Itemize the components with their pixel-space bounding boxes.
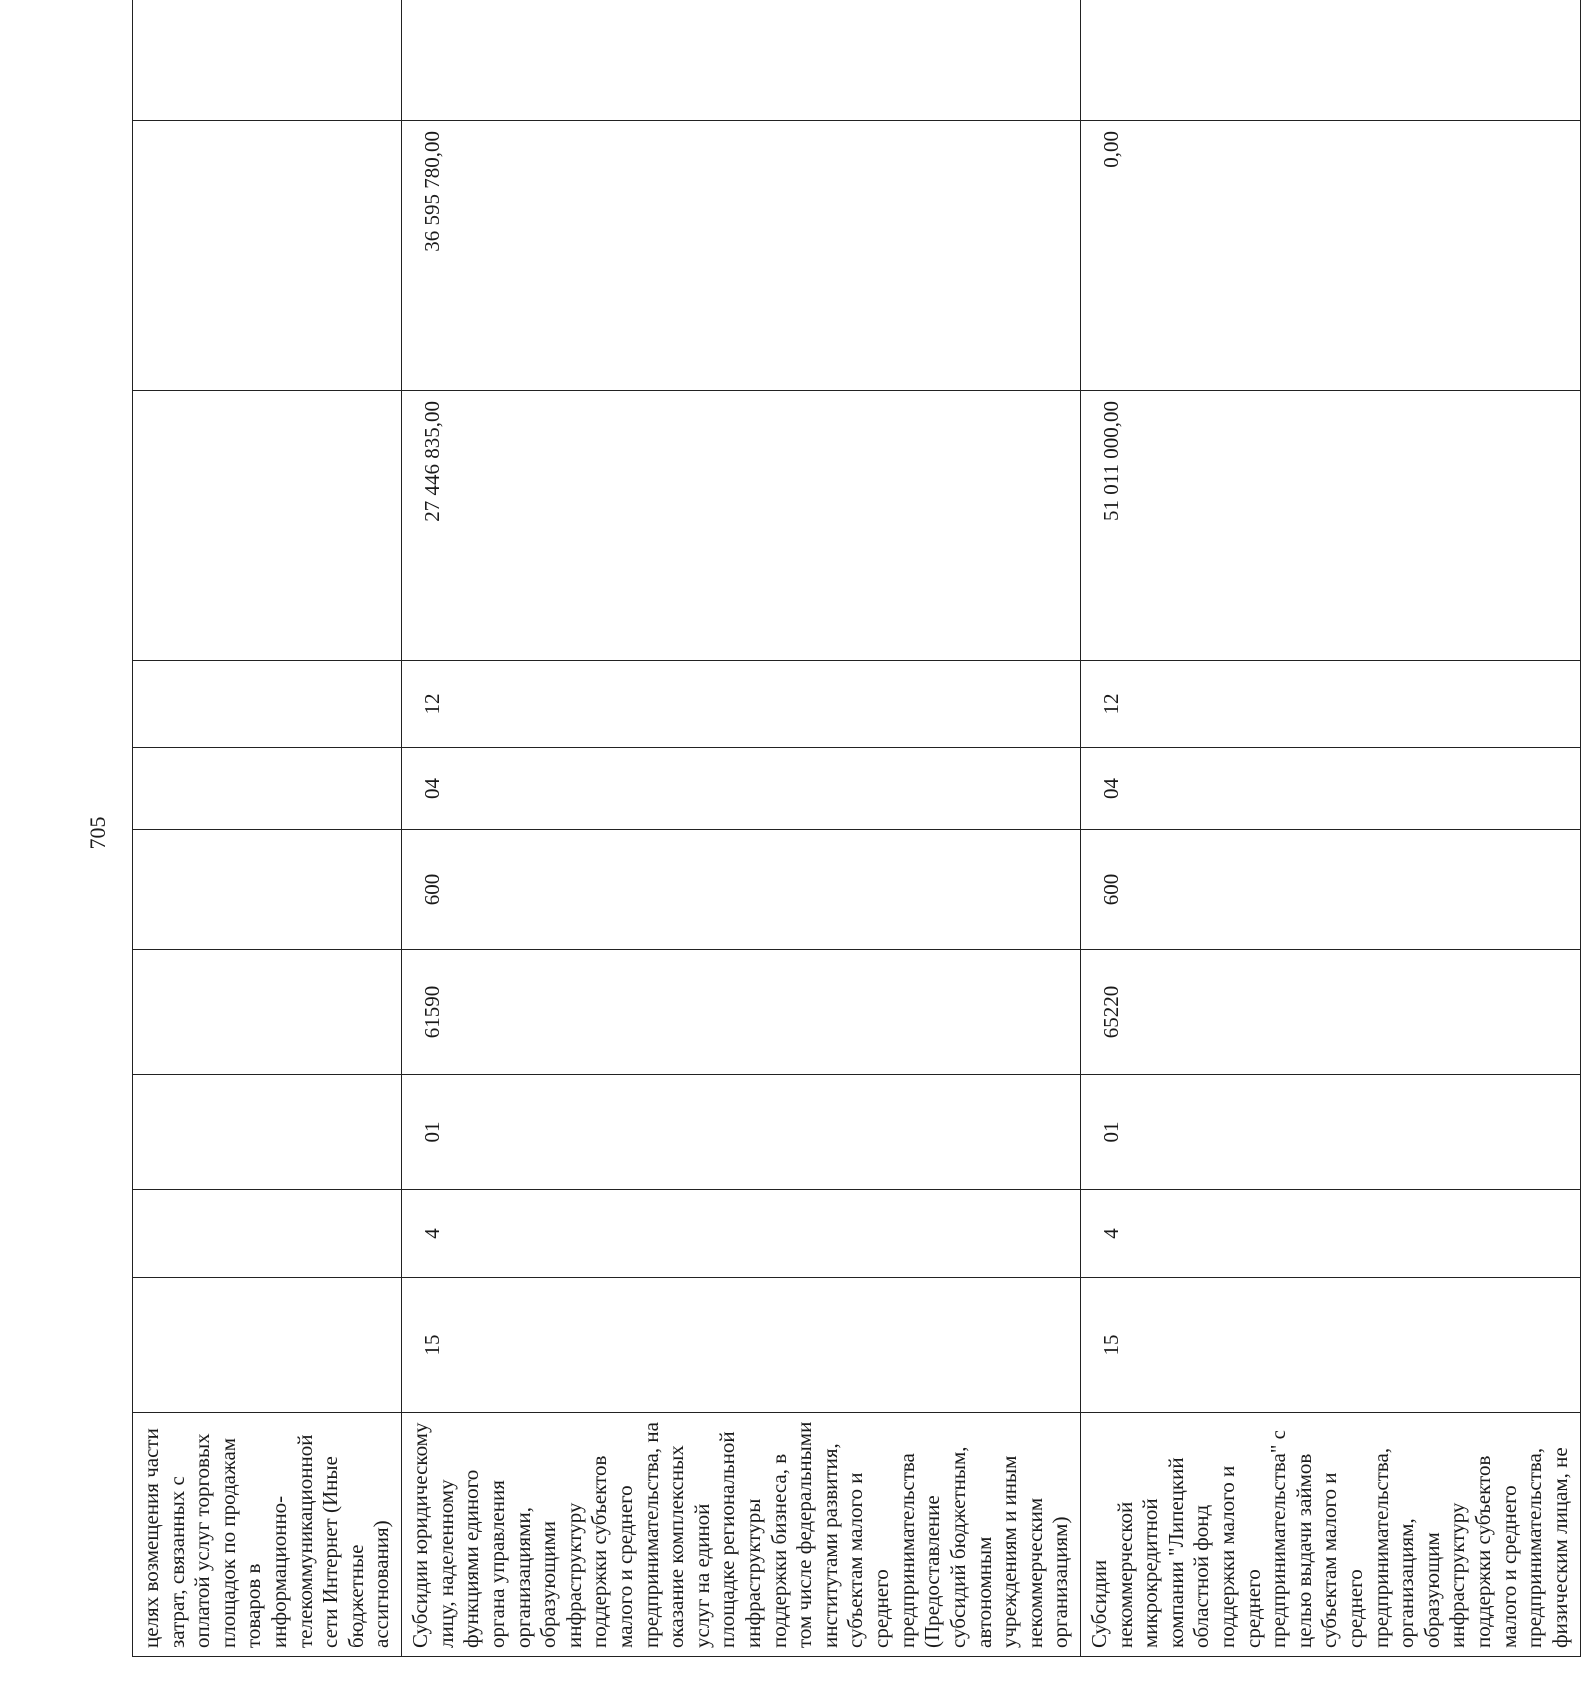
rotated-table-wrapper [132,57,1572,1657]
budget-table-stage [132,57,1572,1657]
code-cell: 12 [1080,661,1580,748]
row-description: Субсидии некоммерческой микрокредитной компании "Липецкий областной фонд поддержки малого и среднего предпринимательства" с целью выдачи займов субъектам малого и среднего предпринимательства, организациям, образующим инфраструктуру поддержки субъектов малого и среднего предпринимательства, физическим лицам, не [1080,1413,1580,1657]
budget-table [132,0,1581,1657]
code-cell: 4 [402,1190,1081,1278]
code-cell: 600 [1080,830,1580,950]
code-cell: 15 [402,1278,1081,1413]
amount-cell [133,0,402,121]
table-row [402,0,1081,1657]
code-cell: 61590 [402,950,1081,1075]
amount-cell [402,0,1081,121]
code-cell: 15 [1080,1278,1580,1413]
code-cell: 04 [402,748,1081,830]
code-cell: 01 [1080,1075,1580,1190]
amount-cell: 36 595 780,00 [402,121,1081,391]
row-description: целях возмещения части затрат, связанных с оплатой услуг торговых площадок по продажам товаров в информационно-телекоммуникационной сети Интернет (Иные бюджетные ассигнования) [133,1413,402,1657]
table-row [133,0,402,1657]
code-cell: 04 [1080,748,1580,830]
code-cell [133,1075,402,1190]
code-cell [133,1190,402,1278]
table-row [1080,0,1580,1657]
amount-cell: 27 446 835,00 [402,391,1081,661]
page-number: 705 [85,816,110,850]
amount-cell: 0,00 [1080,121,1580,391]
code-cell [133,661,402,748]
code-cell: 4 [1080,1190,1580,1278]
code-cell [133,950,402,1075]
code-cell [133,1278,402,1413]
code-cell: 12 [402,661,1081,748]
amount-cell [133,121,402,391]
amount-cell: 51 011 000,00 [1080,391,1580,661]
code-cell: 600 [402,830,1081,950]
code-cell: 65220 [1080,950,1580,1075]
code-cell [133,748,402,830]
row-description: Субсидии юридическому лицу, наделенному функциями единого органа управления организациями, образующими инфраструктуру поддержки субъектов малого и среднего предпринимательства, на оказание комплексных услуг на единой площадке региональной инфраструктуры поддержки бизнеса, в том числе федеральными институтами развития, субъектам малого и среднего предпринимательства (Предоставление субсидий бюджетным, автономным учреждениям и иным некоммерческим организациям) [402,1413,1081,1657]
code-cell: 01 [402,1075,1081,1190]
amount-cell [1080,0,1580,121]
code-cell [133,830,402,950]
amount-cell [133,391,402,661]
